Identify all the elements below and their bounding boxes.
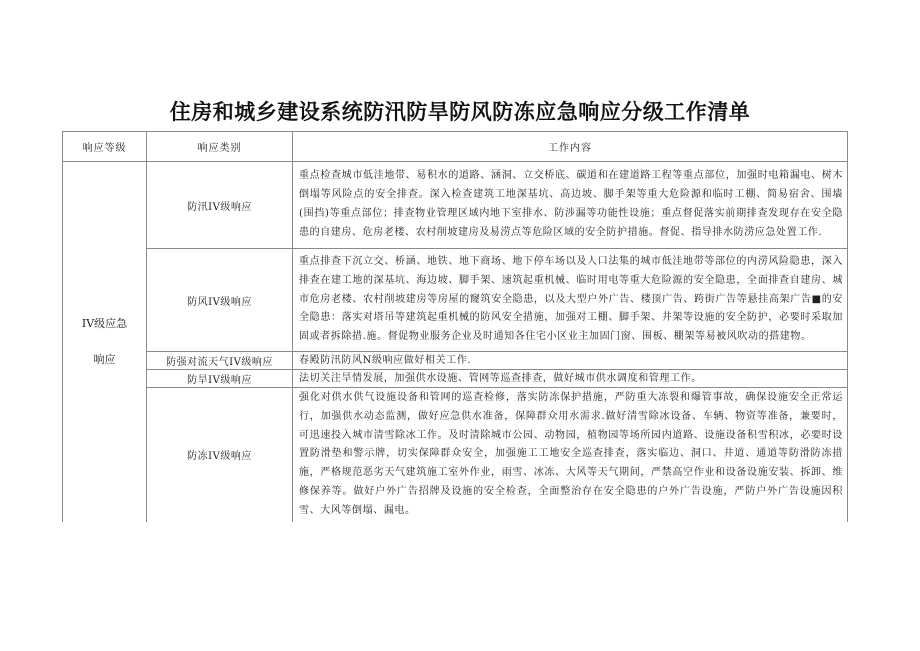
response-level-line1: IV级应急	[81, 316, 128, 330]
work-content-freeze: 强化对供水供气设施设备和管网的巡查检修，落实防冻保护措施，严防重大冻裂和爆管事故，确保设施安全正常运行，加强供水动态监测，做好应急供水准备，保障群众用水需求.做好清雪除冰设备、车辆、物资等准备，兼要时，可迅速投入城市清雪除冰工作。及时清除城市公园、动物园，植物园等场所园内道路、设施设备积雪积冰，必要时设置防滑垫和警示牌，切实保障群众安全，加强施工工地安全巡查排查，落实临边、洞口、井道、通道等防滑防冻措施，严格规范恶劣天气建筑施工室外作业，雨雪、冰冻、大风等天气期间，严禁高空作业和设备设施安装、拆卸、维修保养等。做好户外广告招牌及设施的安全检查，全面整治存在安全隐患的户外广告设施，严防户外广告设施因积雪、大风等倒塌、漏电。	[293, 388, 848, 522]
table-row	[63, 370, 848, 388]
table-header-row	[63, 132, 848, 162]
response-type-freeze: 防冻IV级响应	[147, 388, 293, 522]
response-type-flood: 防汛IV级响应	[147, 162, 293, 249]
response-type-convective: 防强对流天气IV级响应	[147, 352, 293, 370]
header-work-content: 工作内容	[293, 132, 848, 162]
page-title: 住房和城乡建设系统防汛防旱防风防冻应急响应分级工作清单	[169, 100, 751, 124]
header-response-level: 响应等级	[63, 132, 147, 162]
response-type-wind: 防风IV级响应	[147, 249, 293, 352]
header-response-type: 响应类别	[147, 132, 293, 162]
work-content-wind: 重点排查下沉立交、桥涵、地铁、地下商场、地下停车场以及人口法集的城市低洼地带等部位的内涝风险隐患，深入排查在建工地的深基坑、海边坡、脚手架、速筑起重机械、临时用电等重大危险源的安全隐患，全面排查自建房、城市危房老楼、农村削坡建房等房屋的窿筑安全隐患，以及大型户外广告、楼顶广告、跨街广告等悬挂高架广告■的安全隐患：落实对塔吊等建筑起重机械的防风安全措施，加强对工棚、脚手架、井架等设施的安全防护，必要时采取加固或者拆除措.施。督促物业服务企业及时通知各住宅小区业主加固门窗、围板、棚架等易被风吹动的搭建物。	[293, 249, 848, 352]
work-content-drought: 法切关注旱情发展，加强供水设施、管网等巡查排查，做好城市供水调度和管理工作。	[293, 370, 848, 388]
table-row	[63, 249, 848, 352]
table-row	[63, 352, 848, 370]
work-content-flood: 重点检查城市低洼地带、易积水的道路、涵洞、立交桥底、碳道和在建道路工程等重点部位，加强时电箱漏电、树木倒塌等风险点的安全排查。深入检查建筑工地深基坑、高边坡、脚手架等重大危险源和临时工棚、简易宿舍、围墙(围挡)等重点部位；排查物业管理区域内地下室排水、防涉漏等功能性设施；重点督促落实前期排查发现存在安全隐患的自建房、危房老楼、农村削坡建房及易涝点等危险区域的安全防护措施。督促、指导排水防涝应急处置工作.	[293, 162, 848, 249]
table-row	[63, 162, 848, 249]
response-level-line2: 响应	[93, 352, 116, 366]
response-type-drought: 防旱IV级响应	[147, 370, 293, 388]
response-table	[62, 131, 848, 522]
table-row	[63, 388, 848, 522]
response-level-cell	[63, 162, 147, 522]
work-content-convective: 春殿防汛防风N级响应做好相关工作.	[293, 352, 848, 370]
